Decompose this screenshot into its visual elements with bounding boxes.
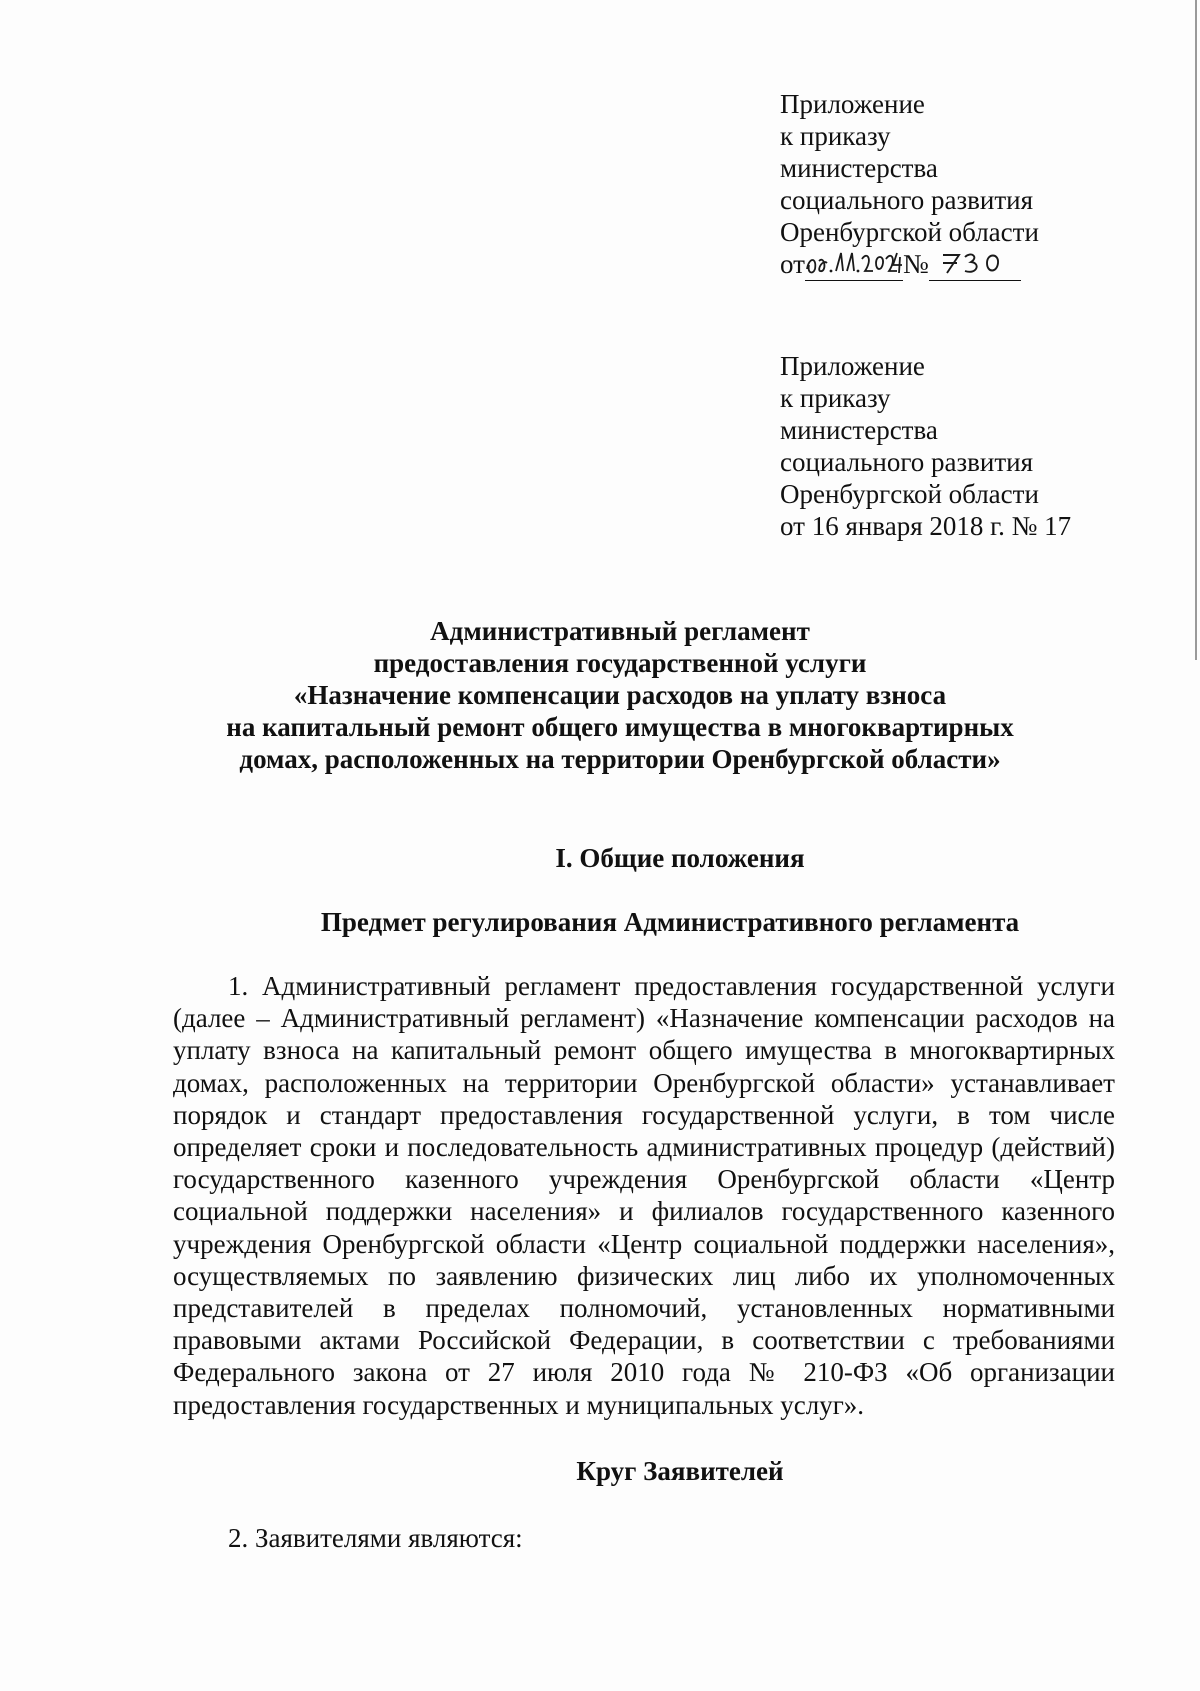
title-line: на капитальный ремонт общего имущества в многоквартирных bbox=[226, 712, 1014, 742]
number-sign: № bbox=[902, 249, 929, 279]
paragraph-1: 1. Административный регламент предоставления государственной услуги (далее – Административный регламент) «Назначение компенсации расходов на уплату взноса на капитальный ремонт общего имущества в многоквартирных домах, расположенных на территории Оренбургской области» устанавливает порядок и стандарт предоставления государственной услуги, в том числе определяет сроки и последовательность административных процедур (действий) государственного казенного учреждения Оренбургской области «Центр социальной поддержки населения» и филиалов государственного казенного учреждения Оренбургской области «Центр социальной поддержки населения», осуществляемых по заявлению физических лиц либо их уполномоченных представителей в пределах полномочий, установленных нормативными правовыми актами Российской Федерации, в соответствии с требованиями Федерального закона от 27 июля 2010 года № 210-ФЗ «Об организации предоставления государственных и муниципальных услуг». bbox=[173, 971, 1115, 1420]
handwritten-date-signature-icon bbox=[805, 249, 903, 277]
approval-line: социального развития bbox=[780, 447, 1034, 477]
approval-line: министерства bbox=[780, 153, 938, 183]
date-prefix: от bbox=[780, 249, 805, 279]
subsection-heading-applicants: Круг Заявителей bbox=[576, 1456, 784, 1486]
section-heading: I. Общие положения bbox=[555, 843, 805, 873]
handwritten-date bbox=[805, 248, 903, 281]
approval-date-line bbox=[780, 248, 1039, 281]
title-line: предоставления государственной услуги bbox=[373, 648, 867, 678]
subsection-heading: Предмет регулирования Административного регламента bbox=[320, 907, 1020, 937]
handwritten-number bbox=[929, 248, 1021, 281]
approval-line: социального развития bbox=[780, 185, 1034, 215]
title-line: домах, расположенных на территории Оренбургской области» bbox=[239, 744, 1001, 774]
approval-line: Оренбургской области bbox=[780, 479, 1039, 509]
approval-line: Приложение bbox=[780, 351, 925, 381]
approval-block-original bbox=[780, 350, 1071, 542]
title-line: «Назначение компенсации расходов на уплату взноса bbox=[293, 680, 947, 710]
approval-line: Приложение bbox=[780, 89, 925, 119]
approval-line: к приказу bbox=[780, 383, 891, 413]
approval-line: министерства bbox=[780, 415, 938, 445]
paragraph-2: 2. Заявителями являются: bbox=[228, 1523, 523, 1553]
document-title bbox=[170, 615, 1070, 775]
approval-line: Оренбургской области bbox=[780, 217, 1039, 247]
approval-block-current bbox=[780, 88, 1039, 281]
scan-edge-line bbox=[1195, 0, 1197, 660]
approval-line: к приказу bbox=[780, 121, 891, 151]
handwritten-number-signature-icon bbox=[929, 249, 1021, 277]
title-line: Административный регламент bbox=[430, 616, 810, 646]
approval-line: от 16 января 2018 г. № 17 bbox=[780, 511, 1072, 541]
